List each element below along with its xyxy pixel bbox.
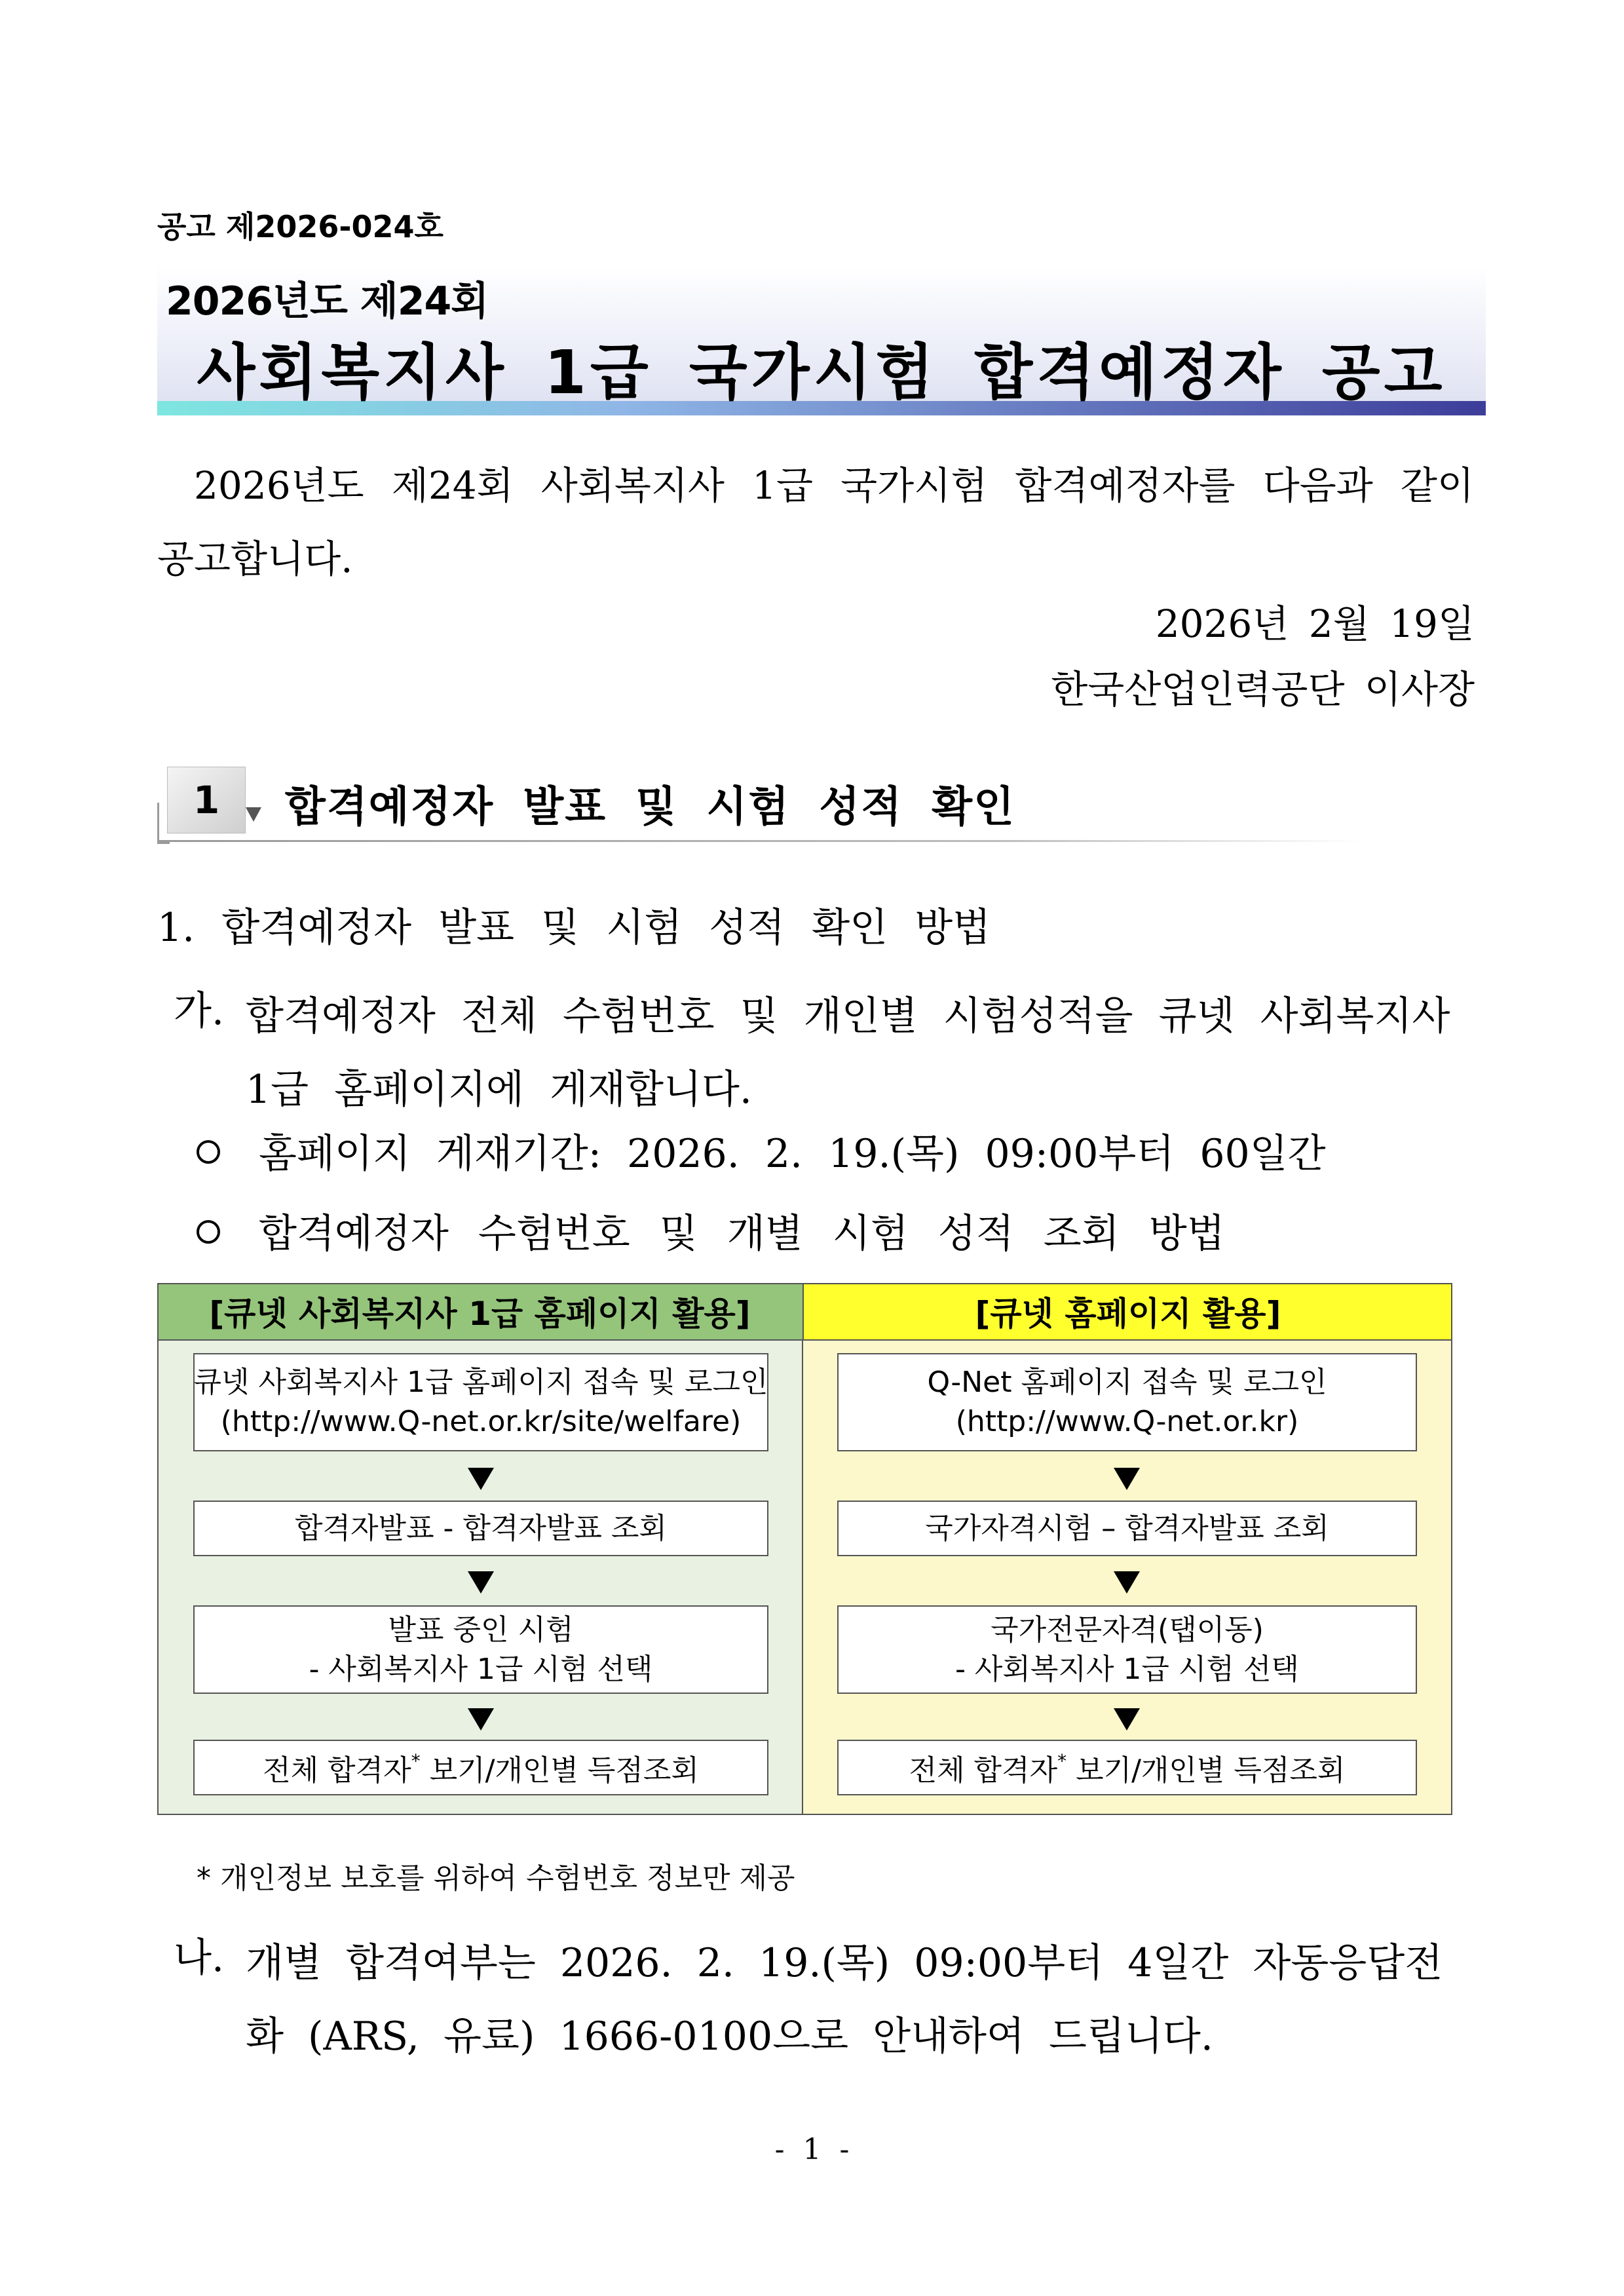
footnote: * 개인정보 보호를 위하여 수험번호 정보만 제공 (197, 1862, 795, 1895)
arrow-down-icon (1114, 1468, 1140, 1490)
left-step-result-lookup-text: 합격자발표 - 합격자발표 조회 (295, 1511, 667, 1545)
left-step-select-exam-line2: - 사회복지사 1급 시험 선택 (309, 1652, 653, 1686)
item-ga-text: 합격예정자 전체 수험번호 및 개인별 시험성적을 큐넷 사회복지사 1급 홈페이지에 게재합니다. (246, 993, 1450, 1113)
right-step-select-exam-line1: 국가전문자격(탭이동) (991, 1613, 1264, 1647)
footnote-mark: * (411, 1750, 421, 1772)
title-subtitle: 2026년도 제24회 (166, 278, 489, 324)
left-step-login (193, 1353, 768, 1451)
right-step-result-lookup-text: 국가자격시험 – 합격자발표 조회 (925, 1511, 1329, 1545)
section-title: 합격예정자 발표 및 시험 성적 확인 (285, 783, 1015, 832)
arrow-down-icon (468, 1468, 494, 1490)
item-heading: 1. 합격예정자 발표 및 시험 성적 확인 방법 (157, 905, 991, 951)
arrow-down-icon (468, 1708, 494, 1731)
left-step4-part-a: 전체 합격자 (263, 1753, 411, 1788)
right-step-view-scores (837, 1740, 1417, 1795)
triangle-down-icon (246, 807, 261, 822)
arrow-down-icon (1114, 1571, 1140, 1594)
item-na-marker: 나. (174, 1935, 225, 1981)
item-na-text: 개별 합격여부는 2026. 2. 19.(목) 09:00부터 4일간 자동응답전화 (ARS, 유료) 1666-0100으로 안내하여 드립니다. (246, 1940, 1443, 2059)
notice-number: 공고 제2026-024호 (157, 209, 444, 244)
notice-date: 2026년 2월 19일 (1155, 602, 1475, 646)
footnote-mark: * (1057, 1750, 1067, 1772)
left-step-select-exam (193, 1605, 768, 1694)
bullet-lookup-method: 합격예정자 수험번호 및 개별 시험 성적 조회 방법 (259, 1211, 1225, 1257)
left-step-view-scores-text (263, 1744, 699, 1791)
section-underline (157, 840, 1363, 842)
intro-paragraph: 2026년도 제24회 사회복지사 1급 국가시험 합격예정자를 다음과 같이 공고합니다. (157, 463, 1474, 581)
left-step-login-line1: 큐넷 사회복지사 1급 홈페이지 접속 및 로그인 (193, 1366, 768, 1399)
left-step4-part-b: 보기/개인별 득점조회 (420, 1753, 699, 1788)
circle-bullet-icon (197, 1220, 220, 1244)
left-step-login-url: (http://www.Q-net.or.kr/site/welfare) (220, 1405, 742, 1438)
issuer-name: 한국산업인력공단 이사장 (1051, 667, 1475, 712)
section-number-box: 1 (167, 767, 246, 833)
right-step4-part-a: 전체 합격자 (909, 1753, 1058, 1788)
item-ga-marker: 가. (174, 988, 225, 1034)
right-step-select-exam-line2: - 사회복지사 1급 시험 선택 (955, 1652, 1299, 1686)
right-step4-part-b: 보기/개인별 득점조회 (1067, 1753, 1346, 1788)
page-number: - 1 - (774, 2133, 850, 2166)
page-title: 사회복지사 1급 국가시험 합격예정자 공고 (197, 337, 1446, 408)
right-step-result-lookup (837, 1501, 1417, 1556)
right-step-login-line1: Q-Net 홈페이지 접속 및 로그인 (927, 1366, 1327, 1399)
right-step-view-scores-text (909, 1744, 1346, 1791)
left-step-result-lookup (193, 1501, 768, 1556)
left-step-view-scores (193, 1740, 768, 1795)
right-step-login-url: (http://www.Q-net.or.kr) (955, 1405, 1299, 1438)
arrow-down-icon (1114, 1708, 1140, 1731)
left-step-select-exam-line1: 발표 중인 시험 (388, 1613, 574, 1647)
bullet-posting-period: 홈페이지 게재기간: 2026. 2. 19.(목) 09:00부터 60일간 (259, 1131, 1326, 1177)
right-step-select-exam (837, 1605, 1417, 1694)
flow-right-header-text: [큐넷 홈페이지 활용] (975, 1295, 1281, 1333)
flow-left-header-text: [큐넷 사회복지사 1급 홈페이지 활용] (209, 1295, 751, 1333)
right-step-login (837, 1353, 1417, 1451)
circle-bullet-icon (197, 1140, 220, 1164)
arrow-down-icon (468, 1571, 494, 1594)
